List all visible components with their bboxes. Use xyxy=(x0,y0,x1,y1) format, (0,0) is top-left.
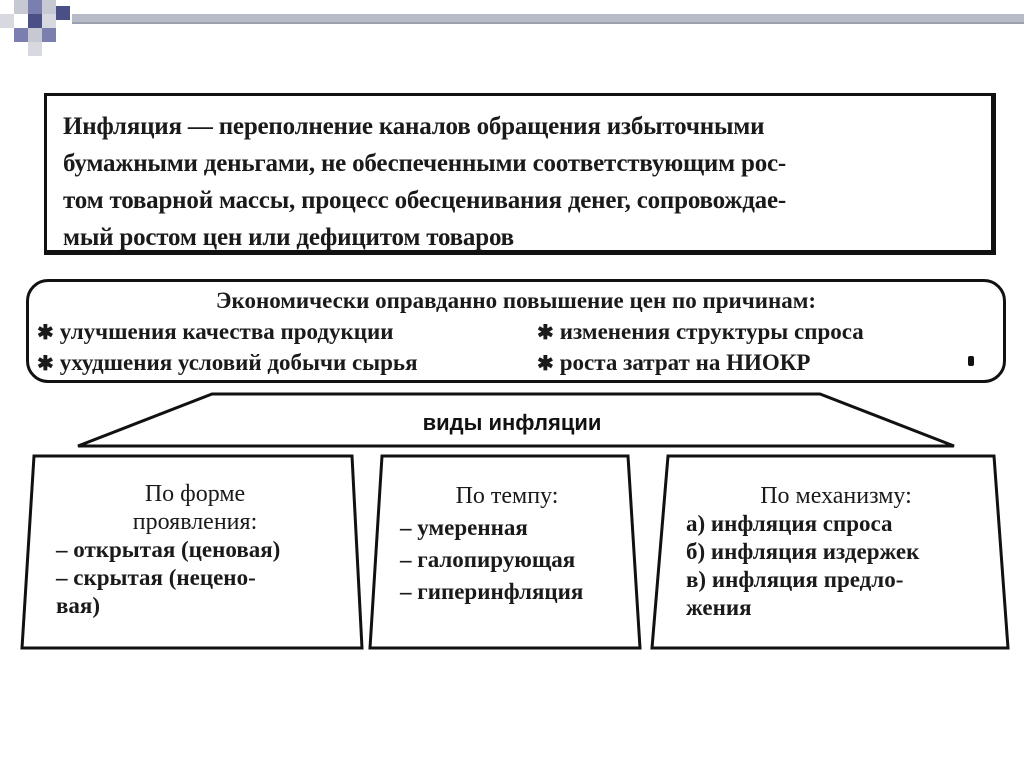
category-title: По механизму: xyxy=(760,483,912,509)
category-mechanism xyxy=(686,482,986,622)
asterisk-icon: ✱ xyxy=(537,353,554,375)
definition-line-4: мый ростом цен или дефицитом товаров xyxy=(63,224,514,251)
category-item: – скрытая (нецено- xyxy=(56,565,256,590)
definition-line-1 xyxy=(63,108,977,145)
category-item: б) инфляция издержек xyxy=(686,539,920,564)
reason-item: ✱ роста затрат на НИОКР xyxy=(537,350,811,375)
asterisk-icon: ✱ xyxy=(537,322,554,344)
reason-item: ✱ ухудшения условий добычи сырья xyxy=(37,350,418,375)
category-item: жения xyxy=(686,595,752,620)
category-item: – умеренная xyxy=(400,515,528,540)
reasons-title: Экономически оправданно повышение цен по причинам: xyxy=(215,288,817,313)
category-item: – гиперинфляция xyxy=(400,579,584,604)
category-item: – галопирующая xyxy=(400,547,576,572)
category-title: По форме xyxy=(144,481,246,507)
category-item: в) инфляция предло- xyxy=(686,567,904,592)
reason-item: ✱ улучшения качества продукции xyxy=(37,319,394,344)
header-bar xyxy=(72,14,1024,22)
category-form xyxy=(40,480,350,620)
definition-term: Инфляция xyxy=(63,113,182,140)
header-rule xyxy=(72,22,1024,24)
category-rate xyxy=(392,482,622,606)
category-item: – открытая (ценовая) xyxy=(56,537,281,562)
definition-line-3: том товарной массы, процесс обесценивания денег, сопровождае- xyxy=(63,187,786,214)
category-item: вая) xyxy=(56,593,101,618)
definition-box xyxy=(44,93,996,255)
reason-item: ✱ изменения структуры спроса xyxy=(537,319,864,344)
asterisk-icon: ✱ xyxy=(37,353,54,375)
category-title: По темпу: xyxy=(455,483,559,509)
reasons-box xyxy=(26,279,1006,383)
category-item: а) инфляция спроса xyxy=(686,511,893,536)
category-title: проявления: xyxy=(132,509,258,535)
stray-mark xyxy=(968,356,974,366)
definition-line-2: бумажными деньгами, не обеспеченными соответствующим рос- xyxy=(63,150,787,177)
definition-text: — переполнение каналов обращения избыточными xyxy=(181,113,765,140)
types-header: виды инфляции xyxy=(422,410,602,435)
header-decoration xyxy=(0,0,80,60)
asterisk-icon: ✱ xyxy=(37,322,54,344)
